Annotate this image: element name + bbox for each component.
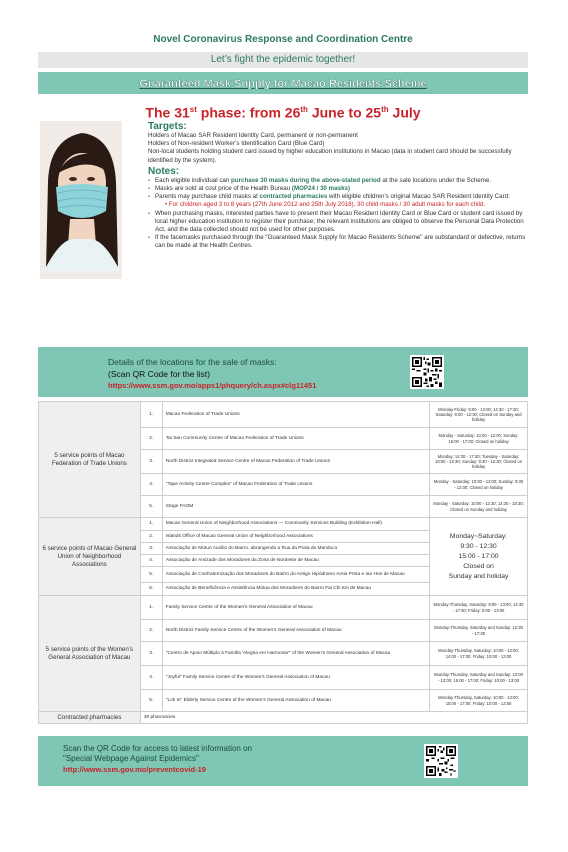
phase-heading: The 31st phase: from 26th June to 25th July: [145, 104, 421, 121]
notes-list: [148, 177, 528, 251]
table-row: 2. North District Family Service Centre of the Women’s General Association of Macau Monday-Thursday, Saturday and Sunday: 12:30 - 17:30: [39, 620, 528, 642]
scheme-title: Guaranteed Mask Supply for Macao Residents Scheme: [139, 78, 427, 90]
footer-line: Scan the QR Code for access to latest information on: [63, 744, 252, 753]
table-row: 2. Tai San Community Centre of Macao Federation of Trade Unions Monday - Saturday: 10:00 - 12:00; Sunday: 15:00 - 17:00; Closed on holiday: [39, 428, 528, 450]
locations-banner: [38, 347, 528, 397]
child-mask-note: • For children aged 3 to 8 years (27th June 2012 and 25th July 2018), 30 child masks / 30 adult masks for each child.: [165, 201, 485, 209]
table-row: 5 service points of the Women’s General Association of Macau 1. Family Service Centre of the Women’s General Association of Macau Monday-Thursday, Saturday: 9:00 - 13:00; 14:30 - 17:30; Friday: 9:00 - 13:00: [39, 596, 528, 620]
footer-line: "Special Webpage Against Epidemics": [63, 754, 199, 763]
table-row: 6 service points of Macao General Union of Neighborhood Associations 1. Macao General Union of Neighborhood Associations — Community Services Building (Exhibition Hall) Monday~Saturday: 9:30 - 12:30 15:00 - 17:00 Closed on Sunday and holiday: [39, 518, 528, 531]
note-item: ▪ Parents may purchase child masks at contracted pharmacies with eligible children’s original Macao SAR Resident Identity Card: • For children aged 3 to 8 years (27th June 2012 and 25th July 2018), 30 child masks / 30 adult masks for each child.: [148, 193, 528, 209]
notes-heading: Notes:: [148, 165, 180, 177]
table-row: 5. "Lok In" Elderly Service Centre of the Women’s General Association of Macau Monday-Thursday, Saturday: 10:00 - 13:00; 15:00 - 17:00; Friday: 10:00 - 13:00: [39, 690, 528, 712]
masked-woman-photo: [40, 121, 122, 279]
table-row: 3. "Centro de Apoio Múltiplo à Família 'Alegria em Harmonia'" of the Women’s General Association of Macau Monday-Thursday, Saturday: 10:00 - 13:00; 14:00 - 17:00; Friday: 10:00 - 13:00: [39, 642, 528, 666]
info-section: [38, 121, 528, 345]
table-row: 4. "Joyful" Family Service Centre of the Women’s General Association of Macau Monday-Thursday, Saturday and Sunday: 10:00 - 13:00; 15:00 - 17:00; Friday: 10:00 - 13:00: [39, 666, 528, 690]
targets-notes: [148, 121, 528, 251]
table-row: 4. Associação de Amizade dos Moradores da Zona de Nordeste de Macau: [39, 555, 528, 567]
qr-code-icon[interactable]: [410, 355, 444, 389]
note-item: ▪ Each eligible individual can purchase 30 masks during the above-stated period at the sale locations under the Scheme.: [148, 177, 528, 185]
qr-code-icon[interactable]: [424, 744, 458, 778]
note-item: ▪ When purchasing masks, interested parties have to present their Macao Resident Identity Card or Blue Card or student card issued by local higher education institution to register their purchase; the relevant institutions are obliged to observe the Personal Data Protection Act, and the data collected should not be used for other purposes.: [148, 210, 528, 235]
target-line: Holders of Non-resident Worker’s Identification Card (Blue Card): [148, 140, 325, 148]
footer-link[interactable]: http://www.ssm.gov.mo/preventcovid-19: [63, 765, 206, 774]
locations-title: Details of the locations for the sale of masks:: [108, 357, 277, 367]
table-row: 5 service points of Macao Federation of Trade Unions 1. Macao Federation of Trade Unions Monday-Friday: 9:00 - 13:00; 14:30 - 17:30; Saturday: 9:00 - 12:30; Closed on Sunday and holiday: [39, 402, 528, 428]
table-row: 4. "Tape Activity Centre Complex" of Macao Federation of Trade Unions Monday - Saturday: 10:00 - 12:00; Sunday: 9:30 - 12:00; Closed on holiday: [39, 474, 528, 496]
pharmacies-value: 30 pharmacies: [140, 712, 527, 724]
table-row: [39, 712, 528, 724]
table-row: 3. North District Integrated Service Centre of Macao Federation of Trade Unions Monday: 14:30 - 17:30; Tuesday - Saturday: 10:00 - 12:30; Sunday: 9:30 - 12:30; Closed on holiday: [39, 450, 528, 474]
table-row: 5. Associação de Confraternização dos Moradores do Bairro do Antigo Hipódromo Areia Preta e Iao Hon de Macau: [39, 567, 528, 583]
note-item: ▪ If the facemasks purchased through the "Guaranteed Mask Supply for Macao Residents Scheme" are substandard or defective, returns can be made at the Health Centres.: [148, 234, 528, 250]
table-row: 3. Associação de Mútuo Auxílio do Bairro, abrangendo a Rua da Praia do Manduco: [39, 543, 528, 555]
pharmacies-label: Contracted pharmacies: [39, 712, 141, 724]
slogan-banner: Let’s fight the epidemic together!: [38, 52, 528, 68]
group-neighborhood: 6 service points of Macao General Union of Neighborhood Associations: [39, 518, 141, 596]
table-row: 6. Associação de Beneficência e Assistência Mútua dos Moradores do Bairro Fai Chi Kei de Macau: [39, 583, 528, 596]
poster: [38, 32, 528, 810]
target-line: Holders of Macao SAR Resident Identity Card, permanent or non-permanent: [148, 132, 358, 139]
locations-table: [38, 401, 528, 724]
scheme-banner: [38, 72, 528, 94]
locations-link[interactable]: https://www.ssm.gov.mo/apps1/phquery/ch.aspx#clg11451: [108, 381, 317, 390]
group-womens-association: 5 service points of the Women’s General Association of Macau: [39, 596, 141, 712]
neighborhood-hours: Monday~Saturday: 9:30 - 12:30 15:00 - 17:00 Closed on Sunday and holiday: [430, 518, 528, 596]
table-row: 5. Stage FAOM Monday - Saturday: 10:00 - 12:30; 14:30 - 18:30; Closed on Sunday and holiday: [39, 496, 528, 518]
organization-title: Novel Coronavirus Response and Coordination Centre: [153, 34, 413, 45]
target-line: Non-local students holding student card issued by higher education institutions in Macao (data in student card should be successfully identified by the system).: [148, 148, 512, 164]
targets-heading: Targets:: [148, 121, 187, 132]
table-row: 2. Islands Office of Macao General Union of Neighborhood Associations: [39, 531, 528, 543]
note-item: ▪ Masks are sold at cost price of the Health Bureau (MOP24 / 30 masks): [148, 185, 528, 193]
footer-banner: [38, 736, 528, 786]
locations-scan-hint: (Scan QR Code for the list): [108, 369, 211, 379]
group-trade-unions: 5 service points of Macao Federation of Trade Unions: [39, 402, 141, 518]
